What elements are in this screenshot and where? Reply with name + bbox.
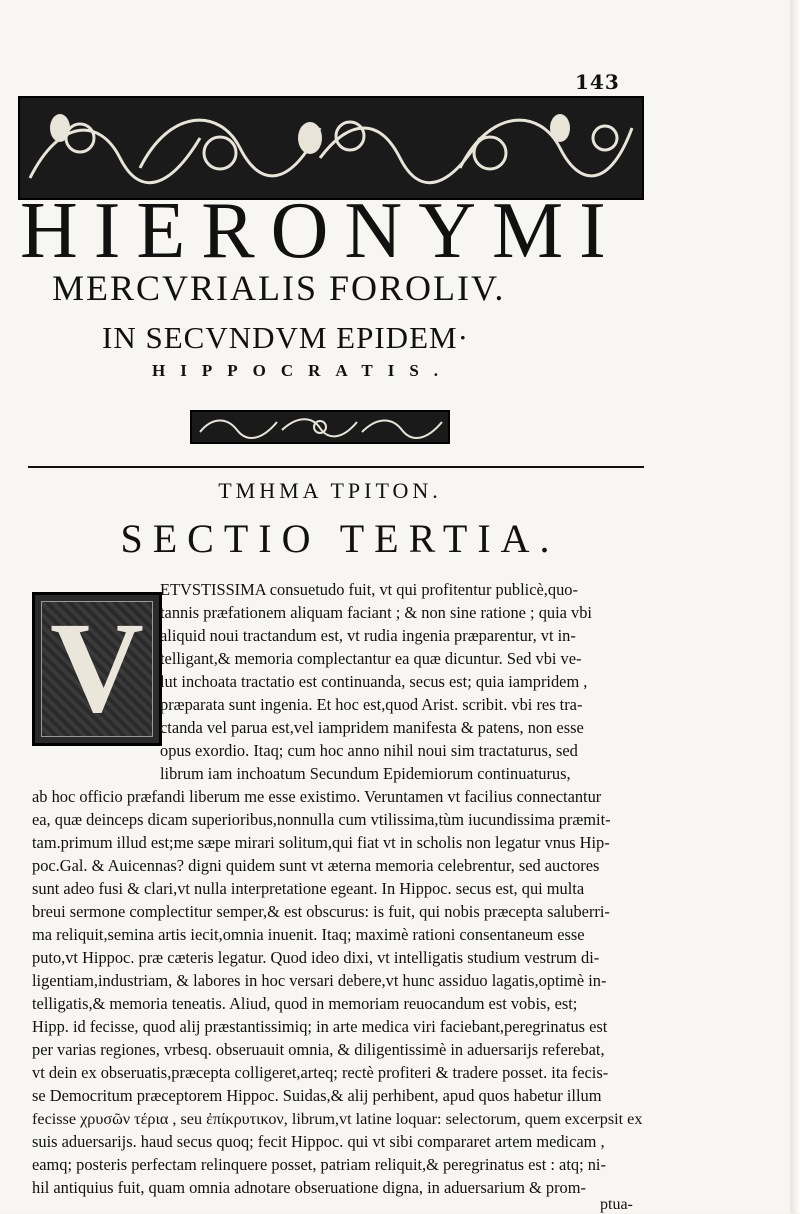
- ornamental-headpiece: [18, 96, 644, 200]
- text-line: præparata sunt ingenia. Et hoc est,quod Arist. scribit. vbi res tra-: [160, 695, 583, 714]
- text-line: fecisse χρυσῶν τέρια , seu ἐπίκρυτικον, librum,vt latine loquar: selectorum, quem excerpsit ex: [32, 1110, 643, 1128]
- text-line: sunt adeo fusi & clari,vt nulla interpretatione egeant. In Hippoc. secus est, qui multa: [32, 879, 585, 898]
- text-line: tam.primum illud est;me sæpe mirari solitum,qui fiat vt in scholis non legatur vnus Hip-: [32, 833, 610, 852]
- section-heading: SECTIO TERTIA.: [120, 516, 560, 561]
- page-number: 143: [575, 70, 620, 94]
- text-line: tannis præfationem aliquam faciant ; & non sine ratione ; quia vbi: [160, 603, 592, 622]
- text-line: opus exordio. Itaq; cum hoc anno nihil noui sim tractaturus, sed: [160, 741, 578, 760]
- work-author-line: HIPPOCRATIS.: [152, 361, 454, 380]
- text-line: ligentiam,industriam, & labores in hoc versari debere,vt hunc assiduo lagatis,optimè in-: [32, 971, 607, 990]
- text-line: hil antiquius fuit, quam omnia adnotare obseruatione digna, in aduersarium & prom-: [32, 1178, 586, 1197]
- text-line: eamq; posteris perfectam relinquere posset, patriam reliquit,& peregrinatus est : atq; ni-: [32, 1155, 606, 1174]
- decorated-initial: [32, 592, 162, 746]
- band-ornament-icon: [192, 412, 448, 442]
- text-line: telligatis,& memoria teneatis. Aliud, quod in memoriam reuocandum est vobis, est;: [32, 994, 578, 1013]
- initial-letter: V: [50, 596, 144, 740]
- horizontal-rule: [28, 466, 644, 468]
- text-line: lut inchoata tractatio est continuanda, secus est; quia iampridem ,: [160, 672, 588, 691]
- text-line: ctanda vel parua est,vel iampridem manifesta & patens, non esse: [160, 718, 584, 737]
- text-line: ea, quæ deinceps dicam superioribus,nonnulla cum vtilissima,tùm iucundissima præmit-: [32, 810, 611, 829]
- text-line: vt dein ex obseruatis,præcepta colligeret,arteq; rectè profiteri & tradere posset. ita fecis-: [32, 1063, 609, 1082]
- text-line: breui sermone complectitur semper,& est obscurus: is fuit, qui nobis præcepta saluberri-: [32, 902, 610, 921]
- author-surname-line: MERCVRIALIS FOROLIV.: [52, 268, 506, 308]
- text-line: ma reliquit,semina artis iecit,omnia inuenit. Itaq; maximè rationi consentaneum esse: [32, 925, 585, 944]
- text-line: se Democritum præceptorem Hippoc. Suidas,& alij perhibent, apud quos habetur illum: [32, 1086, 602, 1105]
- text-line: telligant,& memoria complectantur ea quæ dicuntur. Sed vbi ve-: [160, 649, 582, 668]
- catchword: ptua-: [600, 1196, 633, 1213]
- headpiece-ornament-icon: [20, 98, 642, 198]
- text-line: poc.Gal. & Auicennas? digni quidem sunt vt æterna memoria celebrentur, sed auctores: [32, 856, 600, 875]
- text-line: Hipp. id fecisse, quod alij præstantissimiq; in arte medica viri faciebant,peregrinatus est: [32, 1017, 608, 1036]
- page-edge: [790, 0, 800, 1213]
- text-line: per varias regiones, vrbesq. obseruauit omnia, & diligentissimè in aduersarijs referebat,: [32, 1040, 605, 1059]
- text-line: aliquid noui tractandum est, vt rudia ingenia præparentur, vt in-: [160, 626, 576, 645]
- author-name-heading: HIERONYMI: [20, 187, 622, 275]
- text-line: ab hoc officio præfandi liberum me esse existimo. Veruntamen vt facilius connectantur: [32, 787, 602, 806]
- text-line: ETVSTISSIMA consuetudo fuit, vt qui profitentur publicè,quo-: [160, 580, 578, 599]
- text-line: librum iam inchoatum Secundum Epidemiorum continuaturus,: [160, 764, 571, 783]
- ornamental-band: [190, 410, 450, 444]
- text-line: puto,vt Hippoc. præ cæteris legatur. Quod ideo dixi, vt intelligatis studium vestrum di-: [32, 948, 600, 967]
- work-title-line: IN SECVNDVM EPIDEM·: [102, 320, 469, 355]
- text-line: suis aduersarijs. haud secus quoq; fecit Hippoc. qui vt sibi compararet artem medicam ,: [32, 1132, 605, 1151]
- greek-section-heading: ΤΜΗΜΑ ΤΡΙΤΟΝ.: [218, 478, 442, 503]
